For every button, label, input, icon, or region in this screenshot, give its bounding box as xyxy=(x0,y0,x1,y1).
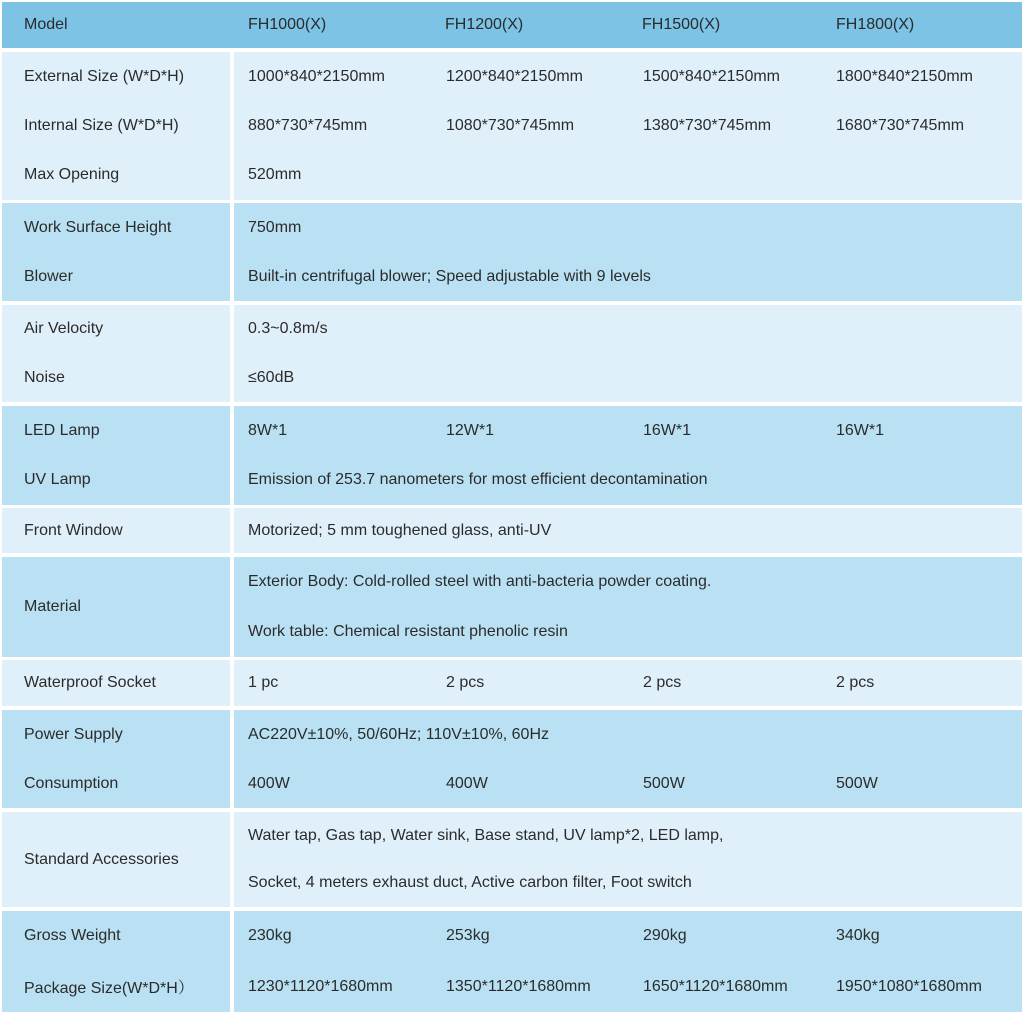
label-cell xyxy=(2,52,230,200)
value-cell xyxy=(234,660,1022,706)
table-row xyxy=(234,812,1022,860)
value-cell xyxy=(234,911,1022,1012)
spec-value: Motorized; 5 mm toughened glass, anti-UV xyxy=(248,521,552,539)
spec-label: External Size (W*D*H) xyxy=(24,67,185,85)
table-row xyxy=(234,252,1022,301)
spec-value: 500W xyxy=(643,774,685,792)
table-row xyxy=(234,203,1022,252)
label-cell xyxy=(2,203,230,301)
spec-group xyxy=(2,508,1022,553)
spec-value: 16W*1 xyxy=(836,421,885,439)
spec-value: 1 pc xyxy=(248,674,279,691)
label-cell xyxy=(2,508,230,553)
spec-value: 1000*840*2150mm xyxy=(248,67,385,85)
table-header xyxy=(2,2,1022,48)
label-cell xyxy=(2,660,230,706)
spec-label: Standard Accessories xyxy=(24,850,179,868)
spec-value: 1800*840*2150mm xyxy=(836,67,973,85)
spec-value: Built-in centrifugal blower; Speed adjustable with 9 levels xyxy=(248,267,651,285)
table-row xyxy=(234,508,1022,553)
spec-value: Socket, 4 meters exhaust duct, Active carbon filter, Foot switch xyxy=(248,874,692,892)
spec-value: Work table: Chemical resistant phenolic resin xyxy=(248,623,568,640)
table-row xyxy=(234,52,1022,101)
header-model: FH1800(X) xyxy=(836,16,915,33)
table-row xyxy=(234,860,1022,908)
spec-value: ≤60dB xyxy=(248,368,295,386)
label-cell xyxy=(2,406,230,505)
spec-value: 520mm xyxy=(248,166,302,184)
spec-value: Water tap, Gas tap, Water sink, Base stand, UV lamp*2, LED lamp, xyxy=(248,826,724,844)
label-cell xyxy=(2,911,230,1012)
spec-value: 253kg xyxy=(446,927,490,945)
spec-value: 1080*730*745mm xyxy=(446,116,575,134)
table-row xyxy=(234,557,1022,607)
spec-value: 16W*1 xyxy=(643,421,692,439)
spec-group xyxy=(2,710,1022,808)
header-model-label: Model xyxy=(24,16,68,33)
spec-value: 0.3~0.8m/s xyxy=(248,320,328,338)
spec-label: UV Lamp xyxy=(24,471,91,489)
spec-group xyxy=(2,52,1022,200)
spec-value: 500W xyxy=(836,774,878,792)
label-cell xyxy=(2,710,230,808)
spec-label: Blower xyxy=(24,267,73,285)
table-row xyxy=(234,354,1022,403)
label-cell xyxy=(2,557,230,657)
spec-value: 750mm xyxy=(248,218,302,236)
header-model: FH1000(X) xyxy=(248,16,327,33)
spec-label: Material xyxy=(24,598,81,615)
spec-value: 2 pcs xyxy=(446,674,485,691)
spec-value: 340kg xyxy=(836,927,880,945)
spec-value: 2 pcs xyxy=(836,674,875,691)
spec-value: 2 pcs xyxy=(643,674,682,691)
label-cell xyxy=(2,812,230,907)
value-cell xyxy=(234,812,1022,907)
spec-label: Waterproof Socket xyxy=(24,674,156,691)
table-row xyxy=(234,962,1022,1012)
spec-group xyxy=(2,305,1022,402)
spec-value: 1230*1120*1680mm xyxy=(248,977,393,995)
spec-value: 290kg xyxy=(643,927,687,945)
spec-value: AC220V±10%, 50/60Hz; 110V±10%, 60Hz xyxy=(248,725,549,743)
spec-value: 12W*1 xyxy=(446,421,495,439)
spec-value: 1380*730*745mm xyxy=(643,116,772,134)
spec-label: Work Surface Height xyxy=(24,218,172,236)
value-cell xyxy=(234,305,1022,402)
spec-label: LED Lamp xyxy=(24,421,100,439)
spec-value: 8W*1 xyxy=(248,421,288,439)
spec-group xyxy=(2,557,1022,657)
spec-value: 400W xyxy=(446,774,488,792)
value-cell xyxy=(234,508,1022,553)
spec-value: 230kg xyxy=(248,927,292,945)
value-cell xyxy=(234,406,1022,505)
value-cell xyxy=(234,52,1022,200)
spec-group xyxy=(2,812,1022,907)
spec-label: Noise xyxy=(24,368,65,386)
spec-value: Emission of 253.7 nanometers for most efficient decontamination xyxy=(248,471,708,489)
table-row xyxy=(234,607,1022,657)
spec-value: 1350*1120*1680mm xyxy=(446,977,591,995)
spec-label: Front Window xyxy=(24,521,123,539)
spec-group xyxy=(2,406,1022,505)
spec-group xyxy=(2,911,1022,1012)
table-row xyxy=(234,305,1022,354)
value-cell xyxy=(234,203,1022,301)
spec-value: 400W xyxy=(248,774,290,792)
table-row xyxy=(234,710,1022,759)
spec-label: Consumption xyxy=(24,774,119,792)
spec-value: 1650*1120*1680mm xyxy=(643,977,788,995)
spec-value: Exterior Body: Cold-rolled steel with anti-bacteria powder coating. xyxy=(248,573,712,590)
spec-value: 1500*840*2150mm xyxy=(643,67,780,85)
spec-group xyxy=(2,203,1022,301)
spec-group xyxy=(2,660,1022,706)
table-row xyxy=(234,151,1022,200)
table-row xyxy=(234,660,1022,706)
table-row xyxy=(234,406,1022,456)
spec-value: 880*730*745mm xyxy=(248,116,368,134)
spec-label: Internal Size (W*D*H) xyxy=(24,116,179,134)
table-row xyxy=(234,759,1022,808)
spec-label: Power Supply xyxy=(24,725,123,743)
value-cell xyxy=(234,557,1022,657)
spec-value: 1680*730*745mm xyxy=(836,116,965,134)
spec-value: 1950*1080*1680mm xyxy=(836,977,982,995)
spec-label: Air Velocity xyxy=(24,320,104,338)
table-row xyxy=(234,456,1022,506)
header-model: FH1500(X) xyxy=(642,16,721,33)
spec-value: 1200*840*2150mm xyxy=(446,67,583,85)
table-row xyxy=(234,911,1022,961)
value-cell xyxy=(234,710,1022,808)
label-cell xyxy=(2,305,230,402)
spec-label: Max Opening xyxy=(24,166,120,184)
table-row xyxy=(234,101,1022,150)
spec-label: Package Size(W*D*H） xyxy=(24,980,194,998)
spec-label: Gross Weight xyxy=(24,927,121,945)
header-model: FH1200(X) xyxy=(445,16,524,33)
